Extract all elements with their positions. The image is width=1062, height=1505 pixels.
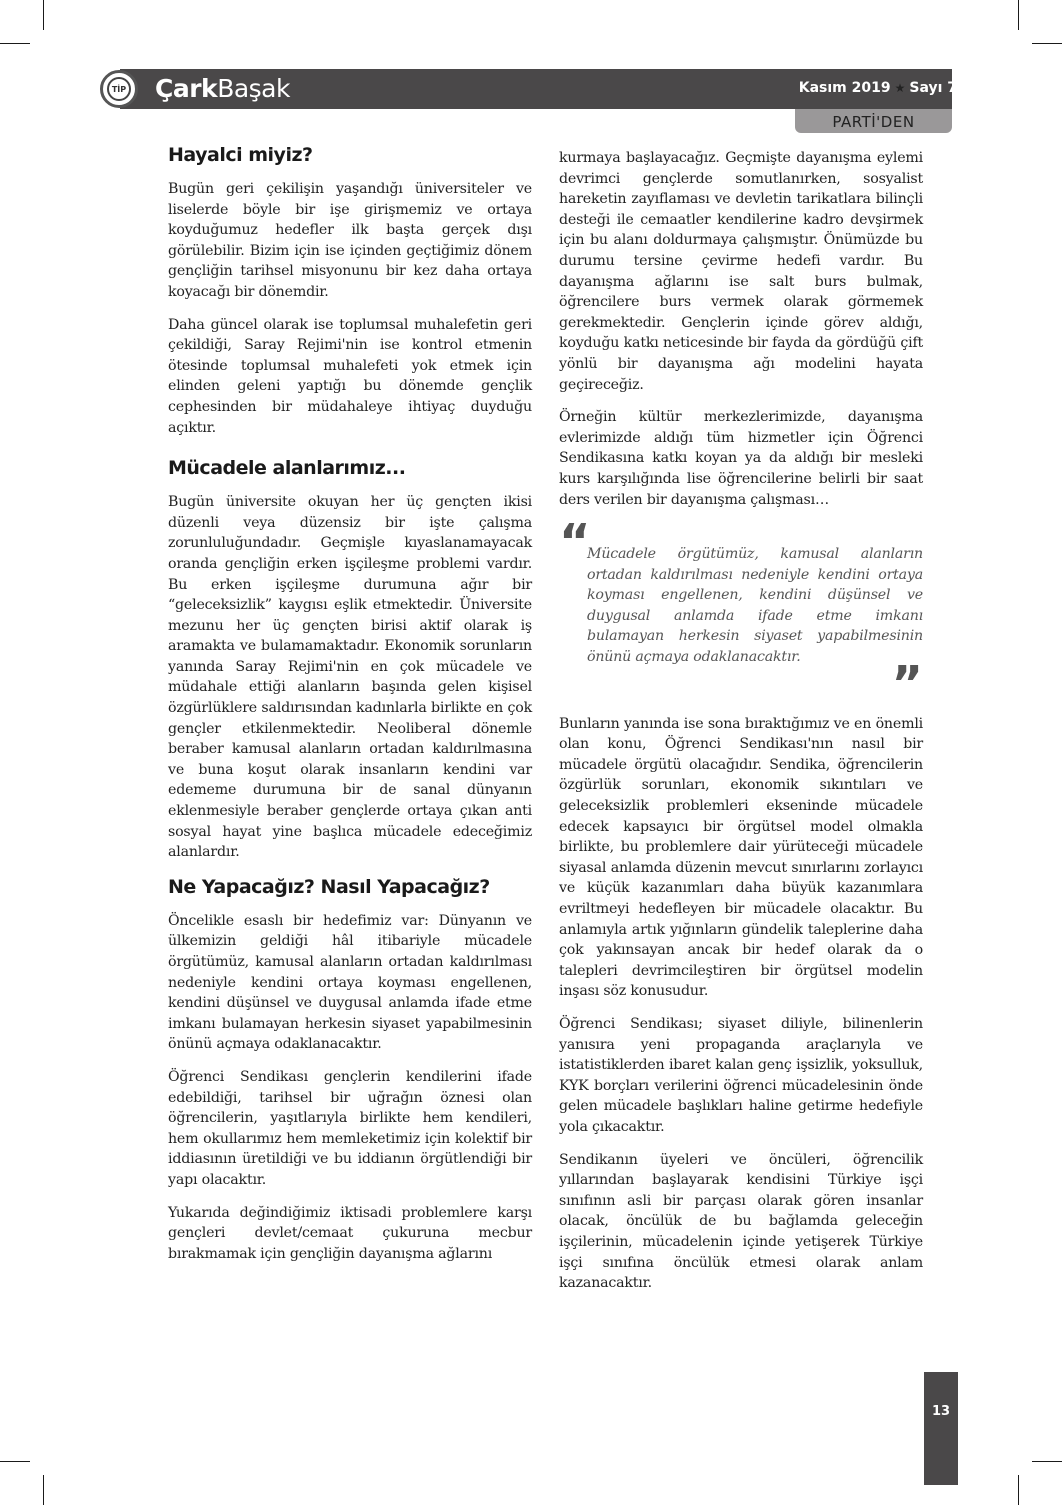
paragraph: Öğrenci Sendikası gençlerin kendilerini ifade edebildiği, tarihsel bir uğrağın öznesi olan öğrencilerin, yaşıtlarıyla birlikte hem kendileri, hem okullarımız hem memleketimiz için kolektif bir iddiasının üretildiği ve bu iddianın örgütlendiği bir yapı olacaktır. (168, 1068, 532, 1188)
magazine-title (155, 71, 290, 107)
issue-date: Kasım 2019 (798, 80, 891, 96)
crop-mark (43, 1475, 44, 1505)
page-number: 13 (924, 1372, 958, 1485)
paragraph: Örneğin kültür merkezlerimizde, dayanışma evlerimizde aldığı tüm hizmetler için Öğrenci Sendikasına katkı koyan ya da aldığı bir mesleki kurs karşılığında lise öğrencilerine belirli bir saat ders verilen bir dayanışma çalışması… (559, 409, 923, 508)
pull-quote-text: Mücadele örgütümüz, kamusal alanların ortadan kaldırılması nedeniyle kendini ortaya koyması engellenen, kendini düşünsel ve duygusal anlamda ifade etme imkanı bulamayan herkesin siyaset yapabilmesinin önünü açmaya odaklanacaktır. (587, 546, 923, 666)
issue-number: Sayı 7 (909, 80, 957, 96)
section-heading: Hayalci miyiz? (168, 144, 313, 166)
paragraph: Daha güncel olarak ise toplumsal muhalefetin geri çekildiği, Saray Rejimi'nin ise kontrol etmenin ötesinde toplumsal muhalefeti yok etmek için elinden geleni yaptığı bu dönemde gençlik cephesinden bir müdahaleye ihtiyaç duyduğu açıktır. (168, 316, 532, 436)
paragraph: Öğrenci Sendikası; siyaset diliyle, bilinenlerin yanısıra yeni propaganda araçlarıyla ve istatistiklerden ibaret kalan genç işsizlik, yoksulluk, KYK borçları verilerini öğrenci mücadelesinin önde gelen mücadele başlıkları haline getirme hedefiyle yola çıkacaktır. (559, 1015, 923, 1135)
paragraph: Bugün üniversite okuyan her üç gençten ikisi düzenli veya düzensiz bir işte çalışma zorunluluğundadır. Geçmişle kıyaslanamayacak oranda gençliğin erken işçileşme problemi vardır. Bu erken işçileşme durumuna ağır bir “geleceksizlik” kaygısı eşlik etmektedir. Üniversite mezunu her üç gençten birisi aktif olarak iş aramakta ve bulamamaktadır. Ekonomik sorunların yanında Saray Rejimi'nin en çok mücadele ve müdahale ettiği alanların başında gelen kişisel özgürlüklere saldırısından kadınlarla birlikte en çok gençler etkilenmektedir. Neoliberal dönemle beraber kamusal alanların ortadan kaldırılmasına ve buna koşut olarak insanların kendini var edememe durumuna bir de sanal dünyanın eklenmesiyle beraber gençlerde ortaya çıkan anti sosyal hayat yine başlıca mücadele edeceğimiz alanlardır. (168, 494, 532, 861)
paragraph: Öncelikle esaslı bir hedefimiz var: Dünyanın ve ülkemizin geldiği hâl itibariyle mücadele örgütümüz, kamusal alanların ortadan kaldırılması nedeniyle kendini ortaya koyması engellenen, kendini düşünsel ve duygusal anlamda ifade etme imkanı bulamayan herkesin siyaset yapabilmesinin önünü açmaya odaklanacaktır. (168, 912, 532, 1053)
crop-mark (43, 0, 44, 30)
paragraph: kurmaya başlayacağız. Geçmişte dayanışma eylemi devrimci gençlerde somutlanırken, sosyalist hareketin zayıflaması ve devletin tarikatlara bilinçli desteği ile cemaatler kendilerine kadro devşirmek için bu alanı doldurmaya çalışmıştır. Önümüzde bu durumu tersine çevirme hedefi vardır. Bu dayanışma ağlarını ise salt burs bulmak, öğrencilere burs vermek olarak görmemek gerekmektedir. Gençlerin içinde görev aldığı, koyduğu katkı neticesinde bir fayda da gördüğü çift yönlü bir dayanışma ağı modelini hayata geçireceğiz. (559, 150, 923, 393)
crop-mark (0, 1461, 30, 1462)
paragraph: Bunların yanında ise sona bıraktığımız ve en önemli olan konu, Öğrenci Sendikası'nın nasıl bir mücadele örgütü olacağıdır. Sendika, öğrencilerin özgürlük sorunları, ekonomik sıkıntıları ve geleceksizlik problemleri ekseninde mücadele edecek kapsayıcı bir örgütsel model olmakla birlikte, bu problemlere dair yürüteceği mücadele siyasal anlamda düzenin mevcut sınırlarını zorlayıcı ve küçük kazanımları daha büyük kazanımlara evriltmeyi hedefleyen bir mücadele olacaktır. Bu anlamıyla artık yığınların gündelik taleplerine daha çok yakınsayan ancak bir hedef olarak da o talepleri devrimcileştiren bir örgütsel modelin inşası söz konusudur. (559, 715, 923, 1000)
tip-logo-icon (100, 70, 138, 108)
brand-light: Başak (217, 74, 290, 103)
crop-mark (1032, 1461, 1062, 1462)
right-column (559, 148, 923, 1306)
section-heading: Mücadele alanlarımız... (168, 457, 406, 480)
brand-bold: Çark (155, 74, 218, 103)
section-label: PARTİ'DEN (795, 109, 952, 133)
pull-quote (559, 514, 923, 712)
crop-mark (1018, 1475, 1019, 1505)
crop-mark (0, 43, 30, 44)
paragraph: Sendikanın üyeleri ve öncüleri, öğrencilik yıllarından başlayarak kendisini Türkiye işçi sınıfının asli bir parçası olarak gören insanlar olacak, öncülük de bu bağlamda geleceğin işçilerinin, mücadelenin içinde yetişerek Türkiye işçi sınıfına öncülük etmesi olarak anlam kazanacaktır. (559, 1151, 923, 1292)
open-quote-icon: “ (559, 514, 591, 571)
close-quote-icon: ” (891, 655, 923, 712)
section-heading: Ne Yapacağız? Nasıl Yapacağız? (168, 875, 490, 898)
crop-mark (1018, 0, 1019, 30)
logo-text: TİP (107, 77, 131, 101)
paragraph: Yukarıda değindiğimiz iktisadi problemlere karşı gençleri devlet/cemaat çukuruna mecbur bırakmamak için gençliğin dayanışma ağlarını (168, 1204, 532, 1262)
crop-mark (1032, 43, 1062, 44)
star-icon: ★ (894, 81, 906, 95)
paragraph: Bugün geri çekilişin yaşandığı üniversiteler ve liselerde böyle bir işe girişmemiz ve ortaya koyduğumuz hedefler ilk başta gerçek dışı görülebilir. Bizim için ise içinden geçtiğimiz dönem gençliğin tarihsel misyonunu bir kez daha ortaya koyacağı bir dönemdir. (168, 181, 532, 300)
left-column (168, 143, 532, 1276)
issue-info (799, 78, 957, 98)
